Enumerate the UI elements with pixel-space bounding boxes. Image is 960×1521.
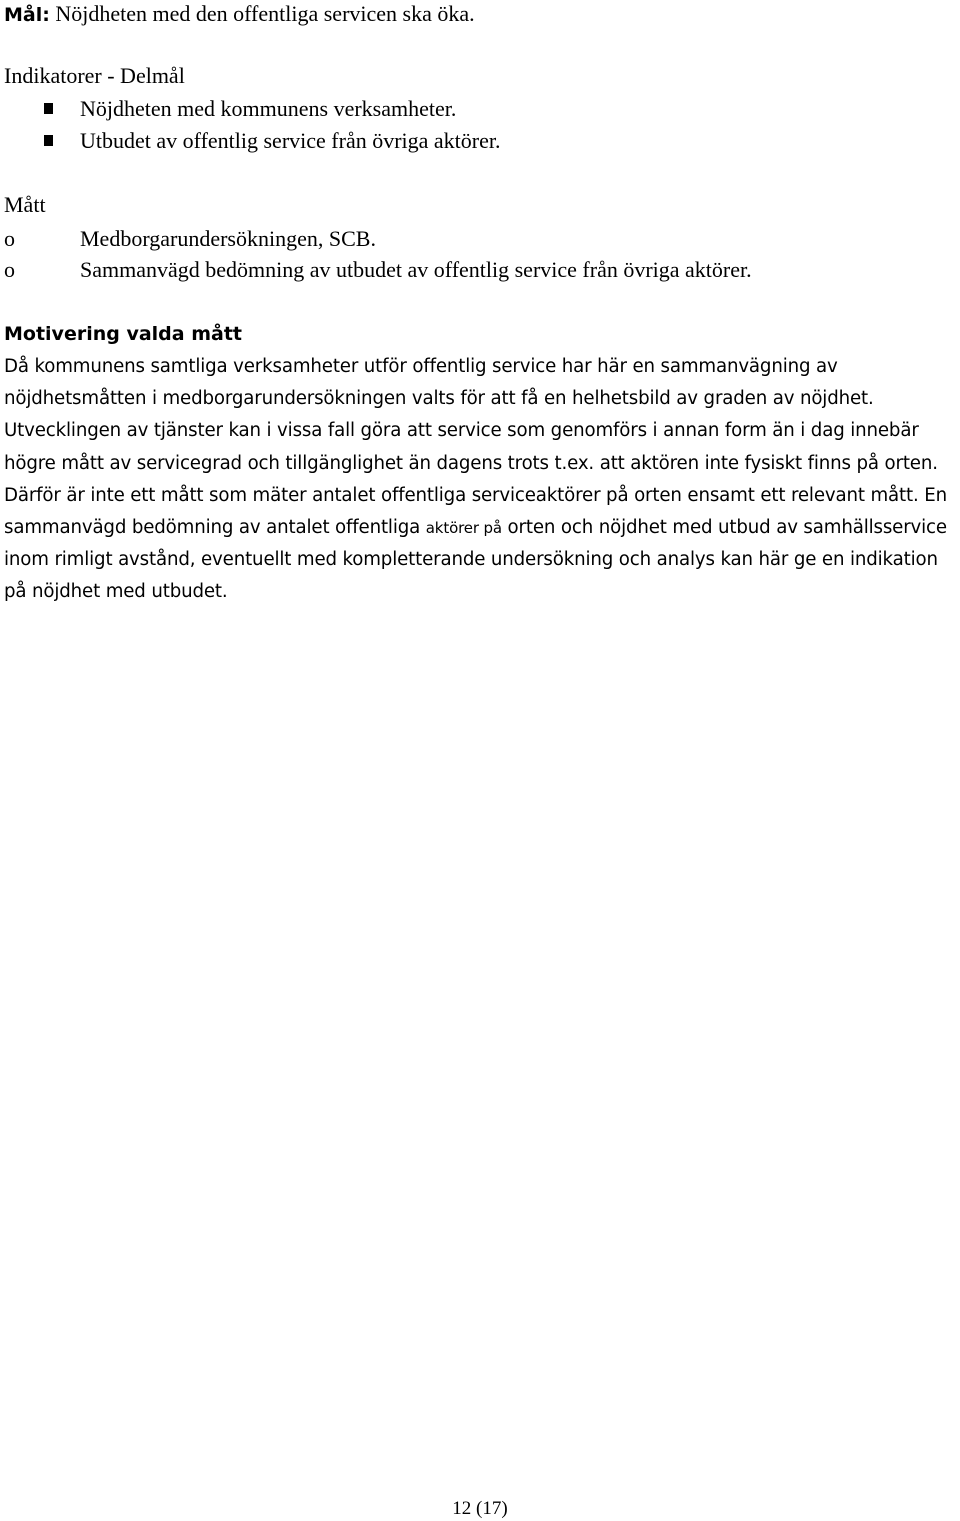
indicators-heading: Indikatorer - Delmål <box>4 63 185 88</box>
goal-line <box>4 0 475 29</box>
square-bullet-icon <box>44 103 53 114</box>
motivation-heading: Motivering valda mått <box>4 323 242 345</box>
measure-item-text: Sammanvägd bedömning av utbudet av offentlig service från övriga aktörer. <box>80 257 752 282</box>
motivation-text-small: aktörer på <box>425 519 502 538</box>
motivation-paragraph <box>4 351 960 609</box>
measure-item-text: Medborgarundersökningen, SCB. <box>80 226 376 251</box>
circle-bullet-icon: o <box>4 257 15 282</box>
goal-text: Nöjdheten med den offentliga servicen ska öka. <box>49 1 475 26</box>
indicator-item-text: Nöjdheten med kommunens verksamheter. <box>80 96 457 121</box>
motivation-text-part1: Då kommunens samtliga verksamheter utför offentlig service har här en sammanvägning av nöjdhetsmåtten i medborgarundersökningen valts för att få en helhetsbild av graden av nöjdhet. Utvecklingen av tjänster kan i vissa fall göra att service som genomförs i annan form än i dag innebär högre mått av servicegrad och tillgänglighet än dagens trots t.ex. att aktören inte fysiskt finns på orten. Därför är inte ett mått som mäter antalet offentliga serviceaktörer på orten ensamt ett relevant mått. En sammanvägd bedömning av antalet offentliga <box>4 356 947 539</box>
indicator-item-text: Utbudet av offentlig service från övriga aktörer. <box>80 128 501 153</box>
page-number: 12 (17) <box>452 1498 508 1519</box>
measures-heading: Mått <box>4 192 46 217</box>
goal-label: Mål: <box>4 4 50 26</box>
circle-bullet-icon: o <box>4 226 15 251</box>
square-bullet-icon <box>44 135 53 146</box>
motivation-text-part2: orten och nöjdhet med utbud av samhällsservice inom rimligt avstånd, eventuellt med kompletterande undersökning och analys kan här ge en indikation på nöjdhet med utbudet. <box>4 517 947 603</box>
